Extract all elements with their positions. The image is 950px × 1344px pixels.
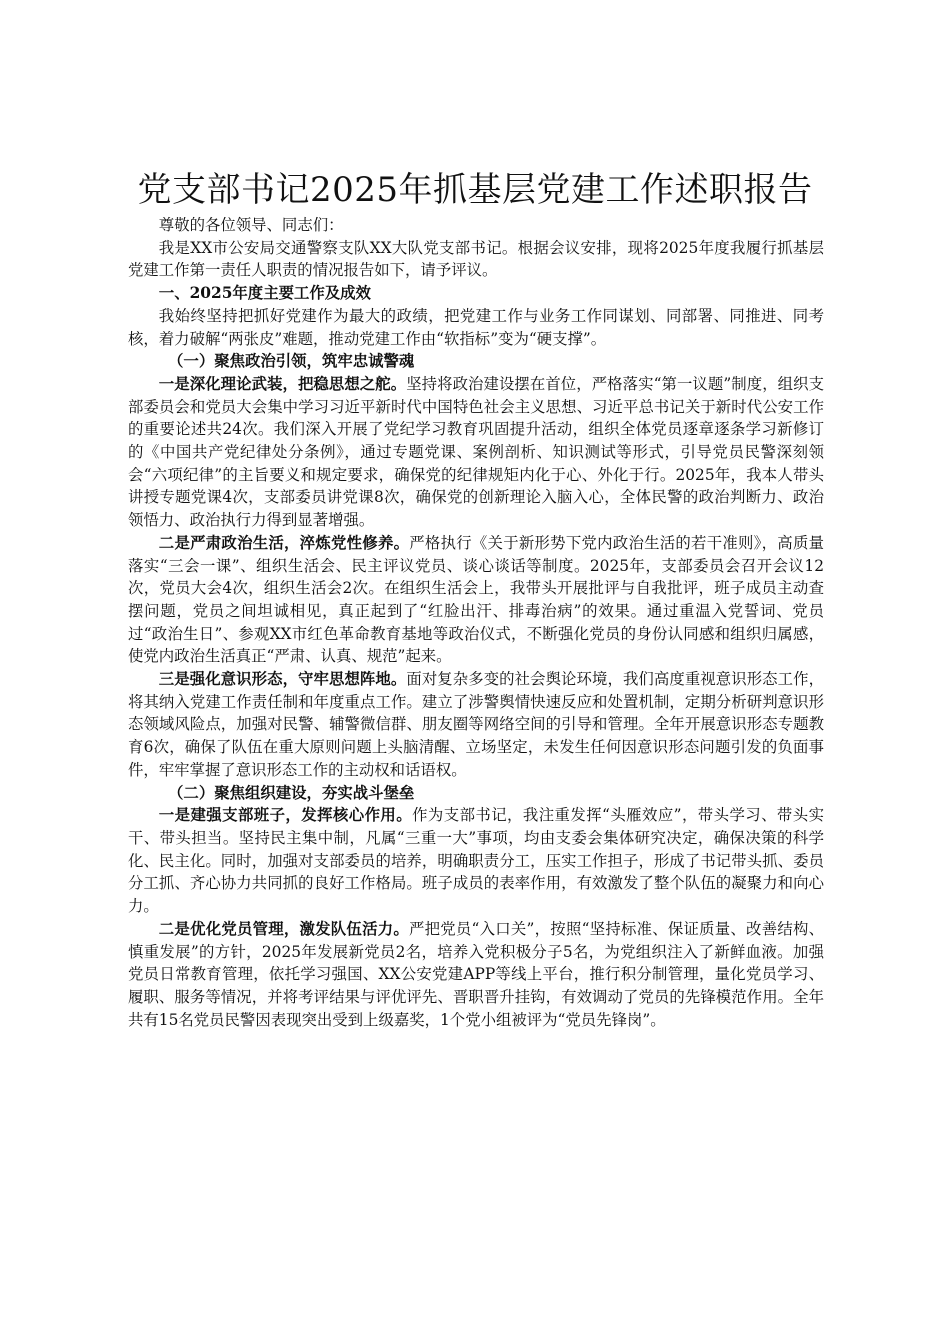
paragraph bbox=[128, 804, 824, 918]
paragraph-text: 作为支部书记，我注重发挥“头雁效应”，带头学习、带头实干、带头担当。坚持民主集中制，凡属“三重一大”事项，均由支委会集体研究决定，确保决策的科学化、民主化。同时，加强对支部委员的培养，明确职责分工，压实工作担子，形成了书记带头抓、委员分工抓、齐心协力共同抓的良好工作格局。班子成员的表率作用，有效激发了整个队伍的凝聚力和向心力。 bbox=[128, 806, 824, 916]
paragraph-text: 坚持将政治建设摆在首位，严格落实“第一议题”制度，组织支部委员会和党员大会集中学习习近平新时代中国特色社会主义思想、习近平总书记关于新时代公安工作的重要论述共24次。我们深入开展了党纪学习教育巩固提升活动，组织全体党员逐章逐条学习新修订的《中国共产党纪律处分条例》，通过专题党课、案例剖析、知识测试等形式，引导党员民警深刻领会“六项纪律”的主旨要义和规定要求，确保党的纪律规矩内化于心、外化于行。2025年，我本人带头讲授专题党课4次，支部委员讲党课8次，确保党的创新理论入脑入心，全体民警的政治判断力、政治领悟力、政治执行力得到显著增强。 bbox=[128, 374, 824, 530]
salutation: 尊敬的各位领导、同志们： bbox=[158, 216, 344, 234]
paragraph-lead: 二是优化党员管理，激发队伍活力。 bbox=[158, 919, 409, 938]
paragraph-lead: 二是严肃政治生活，淬炼党性修养。 bbox=[158, 533, 410, 552]
document-body bbox=[128, 214, 824, 1031]
document-title: 党支部书记2025年抓基层党建工作述职报告 bbox=[137, 170, 813, 210]
paragraph-lead: 三是强化意识形态，守牢思想阵地。 bbox=[158, 670, 407, 689]
section-summary: 我始终坚持把抓好党建作为最大的政绩，把党建工作与业务工作同谋划、同部署、同推进、同考核，着力破解“两张皮”难题，推动党建工作由“软指标”变为“硬支撑”。 bbox=[128, 306, 824, 348]
subsection-heading-2: （二）聚焦组织建设，夯实战斗堡垒 bbox=[168, 783, 415, 802]
paragraph bbox=[128, 373, 824, 532]
paragraph-text: 严把党员“入口关”，按照“坚持标准、保证质量、改善结构、慎重发展”的方针，2025年发展新党员2名，培养入党积极分子5名，为党组织注入了新鲜血液。加强党员日常教育管理，依托学习强国、XX公安党建APP等线上平台，推行积分制管理，量化党员学习、履职、服务等情况，并将考评结果与评优评先、晋职晋升挂钩，有效调动了党员的先锋模范作用。全年共有15名党员民警因表现突出受到上级嘉奖，1个党小组被评为“党员先锋岗”。 bbox=[128, 919, 824, 1029]
paragraph-lead: 一是建强支部班子，发挥核心作用。 bbox=[158, 806, 413, 825]
section-heading-1: 一、2025年度主要工作及成效 bbox=[158, 284, 371, 303]
paragraph-text: 面对复杂多变的社会舆论环境，我们高度重视意识形态工作，将其纳入党建工作责任制和年度重点工作。建立了涉警舆情快速反应和处置机制，定期分析研判意识形态领域风险点，加强对民警、辅警微信群、朋友圈等网络空间的引导和管理。全年开展意识形态专题教育6次，确保了队伍在重大原则问题上头脑清醒、立场坚定，未发生任何因意识形态问题引发的负面事件，牢牢掌握了意识形态工作的主动权和话语权。 bbox=[128, 670, 824, 779]
paragraph bbox=[128, 532, 824, 668]
intro-paragraph: 我是XX市公安局交通警察支队XX大队党支部书记。根据会议安排，现将2025年度我履行抓基层党建工作第一责任人职责的情况报告如下，请予评议。 bbox=[128, 238, 824, 280]
paragraph-text: 严格执行《关于新形势下党内政治生活的若干准则》，高质量落实“三会一课”、组织生活会、民主评议党员、谈心谈话等制度。2025年，支部委员会召开会议12次，党员大会4次，组织生活会2次。在组织生活会上，我带头开展批评与自我批评，班子成员主动查摆问题，党员之间坦诚相见，真正起到了“红脸出汗、排毒治病”的效果。通过重温入党誓词、党员过“政治生日”、参观XX市红色革命教育基地等政治仪式，不断强化党员的身份认同感和组织归属感，使党内政治生活真正“严肃、认真、规范”起来。 bbox=[128, 533, 824, 666]
paragraph bbox=[128, 668, 824, 782]
paragraph bbox=[128, 918, 824, 1032]
subsection-heading-1: （一）聚焦政治引领，筑牢忠诚警魂 bbox=[168, 352, 415, 371]
paragraph-lead: 一是深化理论武装，把稳思想之舵。 bbox=[158, 374, 407, 393]
